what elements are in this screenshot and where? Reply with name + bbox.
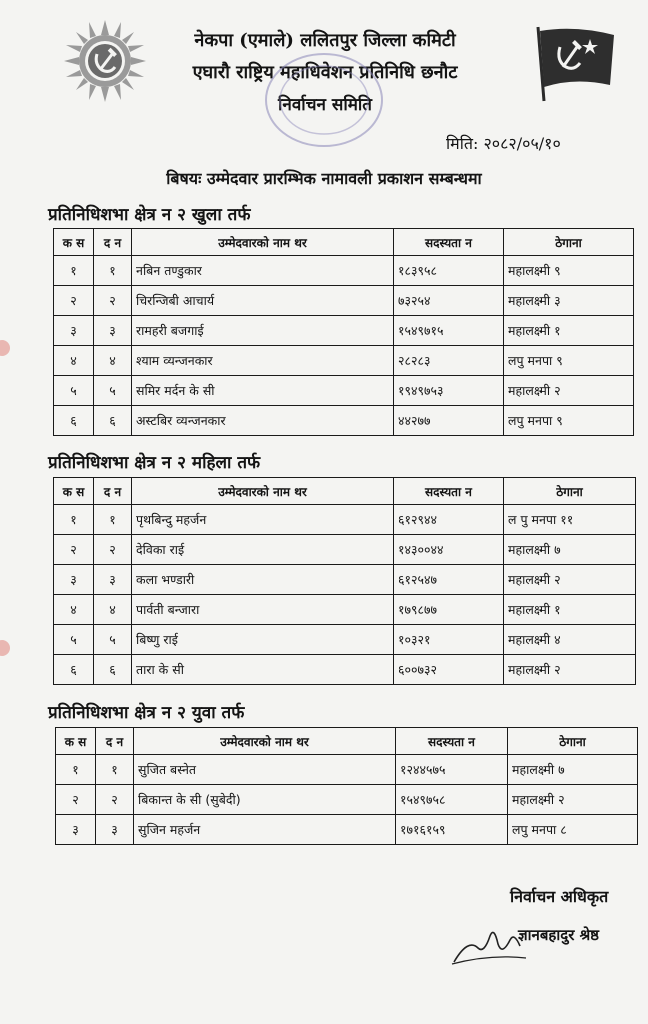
office-stamp — [262, 48, 387, 148]
table-row — [54, 565, 636, 595]
candidate-name-cell: देविका राई — [132, 535, 394, 565]
header-membership: सदस्यता न — [394, 478, 504, 505]
serial-number-cell: २ — [54, 286, 94, 316]
candidate-name-cell: पृथबिन्दु महर्जन — [132, 505, 394, 535]
header-dn: द न — [96, 728, 134, 755]
membership-number-cell: ६१२५४७ — [394, 565, 504, 595]
table-row — [54, 655, 636, 685]
membership-number-cell: १२४४५७५ — [396, 755, 508, 785]
candidate-name-cell: कला भण्डारी — [132, 565, 394, 595]
serial-number-cell: ५ — [54, 376, 94, 406]
address-cell: लपु मनपा ९ — [504, 406, 634, 436]
membership-number-cell: १५४९७५८ — [396, 785, 508, 815]
header-name: उम्मेदवारको नाम थर — [132, 478, 394, 505]
serial-number-cell: ६ — [54, 655, 94, 685]
section-title-women: प्रतिनिधिशभा क्षेत्र न २ महिला तर्फ — [48, 453, 261, 473]
address-cell: महालक्ष्मी २ — [504, 565, 636, 595]
serial-number-cell: ४ — [54, 346, 94, 376]
table-header-row — [56, 728, 638, 755]
header-membership: सदस्यता न — [394, 229, 504, 256]
party-committee-title: नेकपा (एमाले) ललितपुर जिल्ला कमिटी — [194, 30, 456, 51]
header-ks: क स — [54, 229, 94, 256]
header-ks: क स — [54, 478, 94, 505]
committee-name: निर्वाचन समिति — [278, 95, 372, 115]
document-date: मिति: २०८२/०५/१० — [446, 134, 561, 153]
candidate-name-cell: तारा के सी — [132, 655, 394, 685]
membership-number-cell: १७१६१५९ — [396, 815, 508, 845]
header-membership: सदस्यता न — [396, 728, 508, 755]
section-title-youth: प्रतिनिधिशभा क्षेत्र न २ युवा तर्फ — [48, 703, 245, 723]
punch-hole-mark — [0, 640, 10, 656]
membership-number-cell: ७३२५४ — [394, 286, 504, 316]
candidate-name-cell: नबिन तण्डुकार — [132, 256, 394, 286]
address-cell: महालक्ष्मी १ — [504, 316, 634, 346]
header-address: ठेगाना — [504, 229, 634, 256]
list-number-cell: ६ — [94, 406, 132, 436]
address-cell: महालक्ष्मी २ — [504, 376, 634, 406]
candidate-table-youth — [55, 727, 638, 845]
address-cell: महालक्ष्मी ७ — [508, 755, 638, 785]
list-number-cell: १ — [96, 755, 134, 785]
address-cell: महालक्ष्मी ७ — [504, 535, 636, 565]
header-address: ठेगाना — [508, 728, 638, 755]
officer-name: ज्ञानबहादुर श्रेष्ठ — [518, 926, 600, 944]
list-number-cell: ५ — [94, 376, 132, 406]
candidate-name-cell: अस्टबिर व्यन्जनकार — [132, 406, 394, 436]
serial-number-cell: १ — [54, 256, 94, 286]
table-row — [54, 406, 634, 436]
table-row — [56, 815, 638, 845]
list-number-cell: ३ — [94, 565, 132, 595]
candidate-name-cell: पार्वती बन्जारा — [132, 595, 394, 625]
serial-number-cell: ३ — [54, 565, 94, 595]
serial-number-cell: २ — [56, 785, 96, 815]
list-number-cell: १ — [94, 256, 132, 286]
candidate-name-cell: सुजिन महर्जन — [134, 815, 396, 845]
candidate-name-cell: चिरन्जिबी आचार्य — [132, 286, 394, 316]
header-dn: द न — [94, 229, 132, 256]
candidate-name-cell: बिष्णु राई — [132, 625, 394, 655]
candidate-table-open — [53, 228, 634, 436]
subject-line: बिषयः उम्मेदवार प्रारम्भिक नामावली प्रकाशन सम्बन्धमा — [166, 169, 482, 188]
list-number-cell: ३ — [94, 316, 132, 346]
membership-number-cell: १४३००४४ — [394, 535, 504, 565]
serial-number-cell: ५ — [54, 625, 94, 655]
punch-hole-mark — [0, 340, 10, 356]
serial-number-cell: ३ — [56, 815, 96, 845]
address-cell: लपु मनपा ९ — [504, 346, 634, 376]
address-cell: ल पु मनपा ११ — [504, 505, 636, 535]
address-cell: महालक्ष्मी १ — [504, 595, 636, 625]
list-number-cell: ४ — [94, 595, 132, 625]
table-row — [54, 505, 636, 535]
header-ks: क स — [56, 728, 96, 755]
candidate-table-women — [53, 477, 636, 685]
header-name: उम्मेदवारको नाम थर — [132, 229, 394, 256]
table-row — [54, 376, 634, 406]
membership-number-cell: १९४९७५३ — [394, 376, 504, 406]
serial-number-cell: १ — [54, 505, 94, 535]
officer-title: निर्वाचन अधिकृत — [510, 887, 609, 906]
serial-number-cell: २ — [54, 535, 94, 565]
convention-title: एघारौ राष्ट्रिय महाधिवेशन प्रतिनिधि छनौट — [192, 62, 458, 83]
list-number-cell: ६ — [94, 655, 132, 685]
list-number-cell: ३ — [96, 815, 134, 845]
table-row — [54, 535, 636, 565]
table-row — [56, 755, 638, 785]
header-address: ठेगाना — [504, 478, 636, 505]
table-row — [54, 316, 634, 346]
membership-number-cell: १०३२१ — [394, 625, 504, 655]
membership-number-cell: ६१२९४४ — [394, 505, 504, 535]
list-number-cell: १ — [94, 505, 132, 535]
header-name: उम्मेदवारको नाम थर — [134, 728, 396, 755]
list-number-cell: २ — [94, 286, 132, 316]
candidate-name-cell: बिकान्त के सी (सुबेदी) — [134, 785, 396, 815]
address-cell: महालक्ष्मी ४ — [504, 625, 636, 655]
membership-number-cell: ६००७३२ — [394, 655, 504, 685]
membership-number-cell: २८२८३ — [394, 346, 504, 376]
candidate-name-cell: रामहरी बजगाई — [132, 316, 394, 346]
list-number-cell: २ — [94, 535, 132, 565]
candidate-name-cell: सुजित बस्नेत — [134, 755, 396, 785]
table-row — [54, 346, 634, 376]
membership-number-cell: १७९८७७ — [394, 595, 504, 625]
membership-number-cell: ४४२७७ — [394, 406, 504, 436]
list-number-cell: ४ — [94, 346, 132, 376]
address-cell: महालक्ष्मी २ — [508, 785, 638, 815]
section-title-open: प्रतिनिधिशभा क्षेत्र न २ खुला तर्फ — [48, 205, 251, 225]
table-row — [54, 286, 634, 316]
membership-number-cell: १८३९५८ — [394, 256, 504, 286]
table-row — [56, 785, 638, 815]
serial-number-cell: १ — [56, 755, 96, 785]
list-number-cell: २ — [96, 785, 134, 815]
list-number-cell: ५ — [94, 625, 132, 655]
address-cell: लपु मनपा ८ — [508, 815, 638, 845]
table-header-row — [54, 229, 634, 256]
address-cell: महालक्ष्मी ९ — [504, 256, 634, 286]
candidate-name-cell: समिर मर्दन के सी — [132, 376, 394, 406]
address-cell: महालक्ष्मी ३ — [504, 286, 634, 316]
table-row — [54, 625, 636, 655]
serial-number-cell: ३ — [54, 316, 94, 346]
membership-number-cell: १५४९७१५ — [394, 316, 504, 346]
header-dn: द न — [94, 478, 132, 505]
table-row — [54, 595, 636, 625]
address-cell: महालक्ष्मी २ — [504, 655, 636, 685]
party-flag-icon — [530, 25, 620, 103]
serial-number-cell: ६ — [54, 406, 94, 436]
table-row — [54, 256, 634, 286]
table-header-row — [54, 478, 636, 505]
serial-number-cell: ४ — [54, 595, 94, 625]
candidate-name-cell: श्याम व्यन्जनकार — [132, 346, 394, 376]
